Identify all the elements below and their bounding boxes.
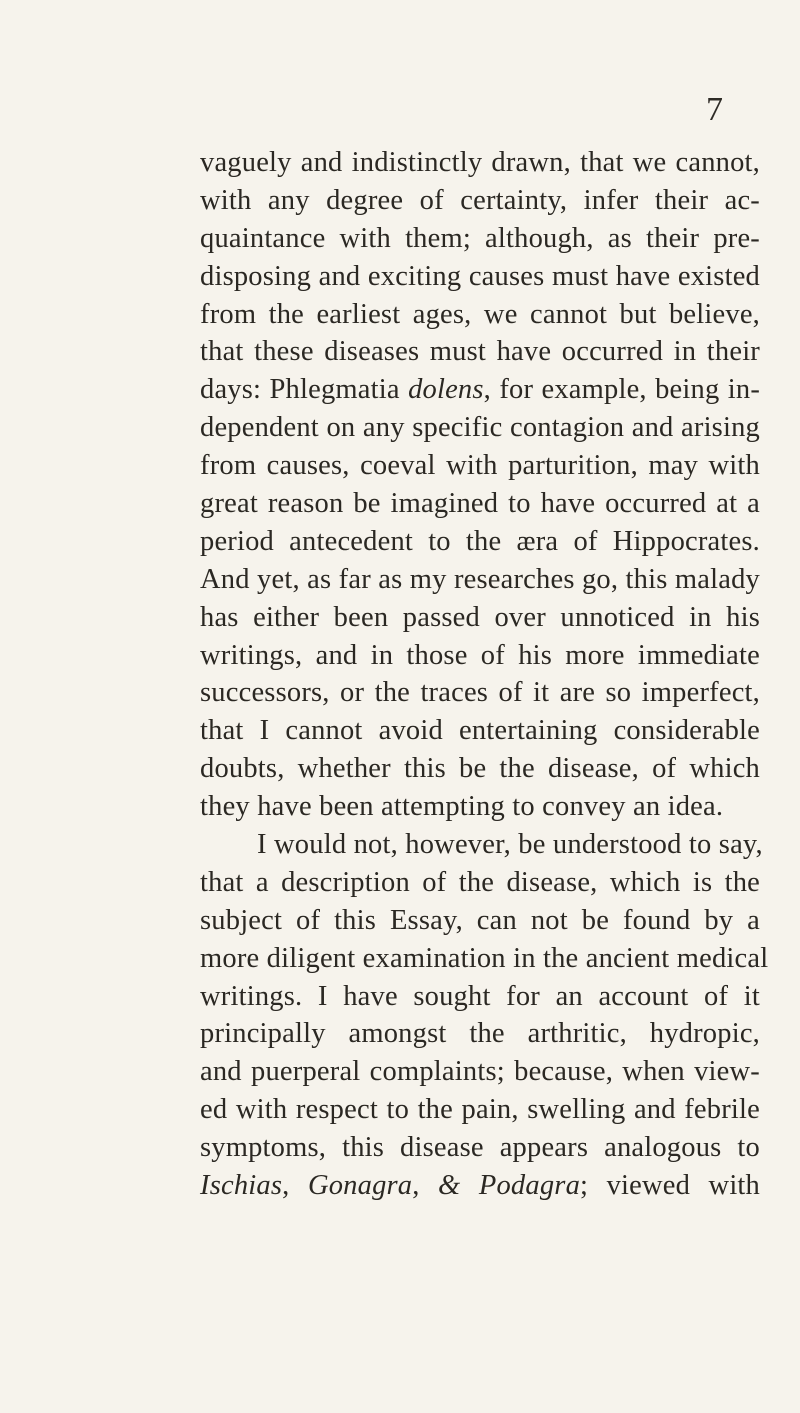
text-line-3: quaintance with them; although, as their pre- (200, 222, 760, 254)
text-line-8: dependent on any specific contagion and arising (200, 412, 760, 444)
text-line-22: more diligent examination in the ancient medical (200, 942, 769, 974)
body-text (200, 144, 769, 1205)
text-line-28: Ischias, Gonagra, & Podagra; viewed with (200, 1170, 761, 1202)
text-line-11: period antecedent to the æra of Hippocrates. (200, 525, 760, 557)
text-line-13: has either been passed over unnoticed in his (200, 601, 760, 633)
text-line-26: ed with respect to the pain, swelling and febrile (200, 1094, 760, 1126)
text-line-7: days: Phlegmatia dolens, for example, being in- (200, 374, 761, 406)
text-line-24: principally amongst the arthritic, hydropic, (200, 1018, 760, 1050)
text-line-1: vaguely and indistinctly drawn, that we cannot, (200, 147, 760, 178)
page-number: 7 (706, 91, 723, 128)
text-line-19: I would not, however, be understood to say, (257, 829, 763, 861)
text-line-18: they have been attempting to convey an idea. (200, 791, 724, 823)
text-line-4: disposing and exciting causes must have existed (200, 260, 760, 292)
text-line-27: symptoms, this disease appears analogous to (200, 1132, 760, 1164)
text-line-14: writings, and in those of his more immediate (200, 639, 760, 671)
text-line-25: and puerperal complaints; because, when view- (200, 1056, 760, 1088)
text-line-20: that a description of the disease, which is the (200, 866, 760, 898)
text-line-12: And yet, as far as my researches go, this malady (200, 563, 760, 595)
text-line-2: with any degree of certainty, infer their ac- (200, 184, 760, 216)
text-line-23: writings. I have sought for an account of it (200, 980, 760, 1012)
text-line-9: from causes, coeval with parturition, may with (200, 450, 760, 482)
text-line-15: successors, or the traces of it are so imperfect, (200, 677, 760, 709)
text-line-10: great reason be imagined to have occurred at a (200, 488, 760, 520)
text-line-6: that these diseases must have occurred in their (200, 336, 760, 368)
text-line-5: from the earliest ages, we cannot but believe, (200, 298, 760, 330)
text-line-16: that I cannot avoid entertaining considerable (200, 715, 760, 747)
text-line-17: doubts, whether this be the disease, of which (200, 753, 760, 785)
text-line-21: subject of this Essay, can not be found by a (200, 904, 760, 936)
